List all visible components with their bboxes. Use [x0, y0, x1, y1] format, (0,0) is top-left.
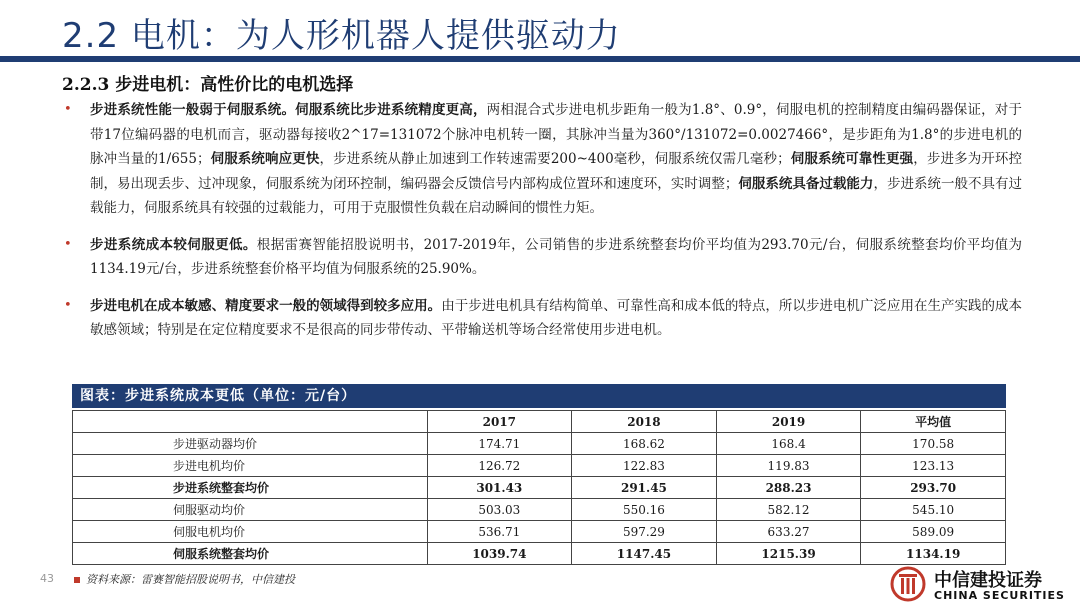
- table-cell: 589.09: [861, 521, 1006, 543]
- table-row: [73, 433, 1006, 455]
- cost-table: [72, 410, 1006, 565]
- row-label: 伺服电机均价: [73, 521, 428, 543]
- page-number: 43: [40, 572, 54, 585]
- table-cell: 291.45: [572, 477, 717, 499]
- table-cell: 168.62: [572, 433, 717, 455]
- table-row: [73, 455, 1006, 477]
- table-header-cell: 2017: [427, 411, 572, 433]
- logo-text-en: CHINA SECURITIES: [934, 589, 1065, 602]
- bullet-text: 步进电机在成本敏感、精度要求一般的领域得到较多应用。由于步进电机具有结构简单、可靠性高和成本低的特点，所以步进电机广泛应用在生产实践的成本敏感领域；特别是在定位精度要求不是很高的同步带传动、平带输送机等场合经常使用步进电机。: [90, 297, 1023, 338]
- table-cell: 123.13: [861, 455, 1006, 477]
- bullet-dot-icon: •: [64, 236, 72, 252]
- table-cell: 582.12: [716, 499, 861, 521]
- table-cell: 170.58: [861, 433, 1006, 455]
- bullet-dot-icon: •: [64, 297, 72, 313]
- row-label: 步进驱动器均价: [73, 433, 428, 455]
- bullet-list: [62, 98, 1022, 355]
- table-cell: 550.16: [572, 499, 717, 521]
- title-divider: [0, 56, 1080, 62]
- table-header-cell: 2018: [572, 411, 717, 433]
- source-note: 资料来源：雷赛智能招股说明书，中信建投: [86, 573, 295, 586]
- table-cell: 119.83: [716, 455, 861, 477]
- bullet-text: 步进系统性能一般弱于伺服系统。伺服系统比步进系统精度更高，两相混合式步进电机步距角一般为1.8°、0.9°，伺服电机的控制精度由编码器保证，对于带17位编码器的电机而言，驱动器每接收2^17=131072个脉冲电机转一圈，其脉冲当量为360°/131072=0.0027466°，是步距角为1.8°的步进电机的脉冲当量的1/655；伺服系统响应更快，步进系统从静止加速到工作转速需要200~400毫秒，伺服系统仅需几毫秒；伺服系统可靠性更强，步进多为开环控制，易出现丢步、过冲现象，伺服系统为闭环控制，编码器会反馈信号内部构成位置环和速度环，实时调整；伺服系统具备过载能力，步进系统一般不具有过载能力，伺服系统具有较强的过载能力，可用于克服惯性负载在启动瞬间的惯性力矩。: [90, 102, 1023, 216]
- table-cell: 126.72: [427, 455, 572, 477]
- table-cell: 1039.74: [427, 543, 572, 565]
- bullet-text: 步进系统成本较伺服更低。根据雷赛智能招股说明书，2017-2019年，公司销售的步进系统整套均价平均值为293.70元/台，伺服系统整套均价平均值为1134.19元/台，步进系统整套价格平均值为伺服系统的25.90%。: [90, 236, 1023, 277]
- page-title: 2.2 电机：为人形机器人提供驱动力: [62, 16, 621, 56]
- table-cell: 1134.19: [861, 543, 1006, 565]
- table-cell: 597.29: [572, 521, 717, 543]
- table-caption: 图表：步进系统成本更低（单位：元/台）: [72, 384, 1006, 408]
- table-cell: 503.03: [427, 499, 572, 521]
- table-cell: 288.23: [716, 477, 861, 499]
- table-header-cell: 平均值: [861, 411, 1006, 433]
- source-marker: [74, 577, 80, 583]
- table-header-cell: 2019: [716, 411, 861, 433]
- table-cell: 301.43: [427, 477, 572, 499]
- table-cell: 633.27: [716, 521, 861, 543]
- section-subtitle: 2.2.3 步进电机：高性价比的电机选择: [62, 75, 354, 95]
- table-cell: 174.71: [427, 433, 572, 455]
- citic-logo-icon: [890, 566, 926, 602]
- table-header-row: [73, 411, 1006, 433]
- table-row: [73, 543, 1006, 565]
- table-row: [73, 521, 1006, 543]
- company-logo: [890, 566, 1070, 606]
- table-cell: 1147.45: [572, 543, 717, 565]
- bullet-item-2: [62, 233, 1022, 282]
- table-cell: 293.70: [861, 477, 1006, 499]
- bullet-item-3: [62, 294, 1022, 343]
- row-label: 步进电机均价: [73, 455, 428, 477]
- bullet-item-1: [62, 98, 1022, 221]
- logo-text-cn: 中信建投证券: [934, 570, 1042, 591]
- table-cell: 168.4: [716, 433, 861, 455]
- table-row: [73, 499, 1006, 521]
- table-cell: 1215.39: [716, 543, 861, 565]
- bullet-dot-icon: •: [64, 102, 72, 117]
- table-row: [73, 477, 1006, 499]
- table-header-cell: [73, 411, 428, 433]
- table-cell: 536.71: [427, 521, 572, 543]
- table-cell: 122.83: [572, 455, 717, 477]
- row-label: 伺服驱动均价: [73, 499, 428, 521]
- row-label: 步进系统整套均价: [73, 477, 428, 499]
- row-label: 伺服系统整套均价: [73, 543, 428, 565]
- table-cell: 545.10: [861, 499, 1006, 521]
